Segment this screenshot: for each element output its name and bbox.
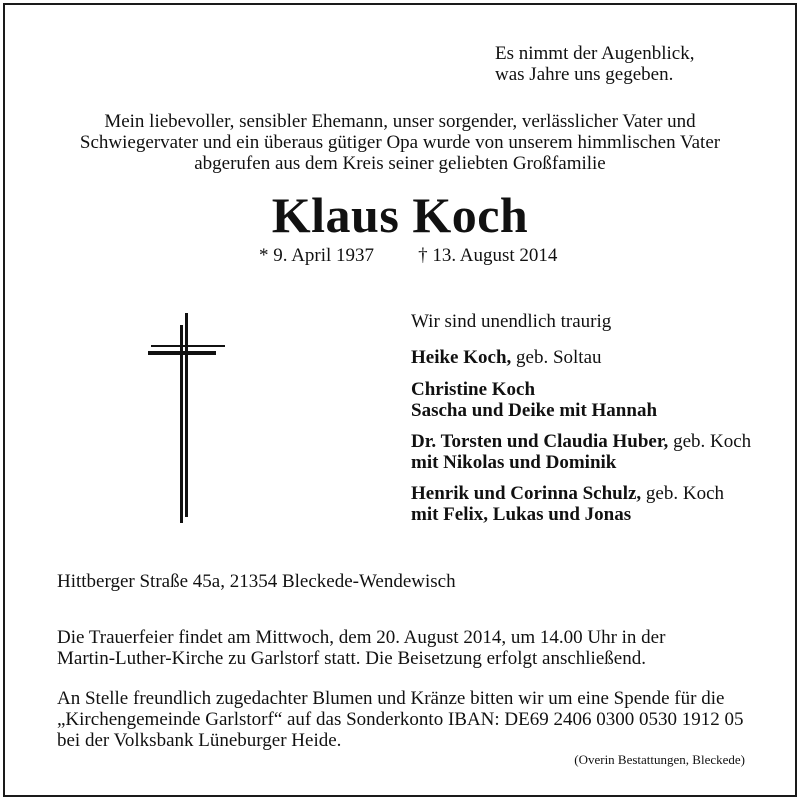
mourner-name: Henrik und Corinna Schulz, bbox=[411, 483, 642, 504]
mourner-line: Christine Koch bbox=[411, 379, 536, 400]
mourner-maiden-name: geb. Koch bbox=[641, 483, 725, 504]
mourner-group bbox=[411, 483, 724, 525]
mourner-maiden-name: geb. Koch bbox=[668, 431, 752, 452]
mourner-line: Sascha und Deike mit Hannah bbox=[411, 400, 658, 421]
mourner-line bbox=[411, 431, 751, 452]
mourner-group bbox=[411, 347, 602, 368]
quote-line: Es nimmt der Augenblick, bbox=[495, 43, 695, 64]
mourner-group bbox=[411, 379, 657, 421]
mourner-name: Heike Koch, bbox=[411, 347, 512, 368]
intro-line: Schwiegervater und ein überaus gütiger Opa wurde von unserem himmlischen Vater bbox=[79, 132, 721, 153]
quote-line: was Jahre uns gegeben. bbox=[495, 64, 674, 85]
address: Hittberger Straße 45a, 21354 Bleckede-Wendewisch bbox=[57, 571, 456, 592]
quote bbox=[495, 43, 694, 85]
funeral-info bbox=[57, 627, 665, 669]
donation-line: „Kirchengemeinde Garlstorf“ auf das Sonderkonto IBAN: DE69 2406 0300 0530 1912 05 bbox=[57, 709, 744, 730]
undertaker-credit: (Overin Bestattungen, Bleckede) bbox=[574, 752, 745, 767]
mourner-maiden-name: geb. Soltau bbox=[511, 347, 602, 368]
funeral-line: Die Trauerfeier findet am Mittwoch, dem 20. August 2014, um 14.00 Uhr in der bbox=[57, 627, 666, 648]
mourner-group bbox=[411, 431, 751, 473]
death-date: † 13. August 2014 bbox=[418, 245, 558, 266]
obituary-notice bbox=[3, 3, 797, 797]
mourner-line: mit Felix, Lukas und Jonas bbox=[411, 504, 632, 525]
mourners-heading: Wir sind unendlich traurig bbox=[411, 311, 612, 332]
intro-text bbox=[5, 111, 795, 174]
intro-line: Mein liebevoller, sensibler Ehemann, unser sorgender, verlässlicher Vater und bbox=[104, 111, 696, 132]
intro-line: abgerufen aus dem Kreis seiner geliebten Großfamilie bbox=[194, 153, 606, 174]
birth-date: * 9. April 1937 bbox=[259, 245, 375, 266]
funeral-line: Martin-Luther-Kirche zu Garlstorf statt. Die Beisetzung erfolgt anschließend. bbox=[57, 648, 646, 669]
mourner-name: Dr. Torsten und Claudia Huber, bbox=[411, 431, 669, 452]
donation-info bbox=[57, 688, 744, 751]
life-dates bbox=[259, 245, 557, 266]
cross-icon bbox=[145, 313, 227, 523]
donation-line: bei der Volksbank Lüneburger Heide. bbox=[57, 730, 342, 751]
donation-line: An Stelle freundlich zugedachter Blumen und Kränze bitten wir um eine Spende für die bbox=[57, 688, 725, 709]
deceased-name: Klaus Koch bbox=[271, 187, 529, 243]
mourner-line: mit Nikolas und Dominik bbox=[411, 452, 617, 473]
mourner-line bbox=[411, 483, 724, 504]
